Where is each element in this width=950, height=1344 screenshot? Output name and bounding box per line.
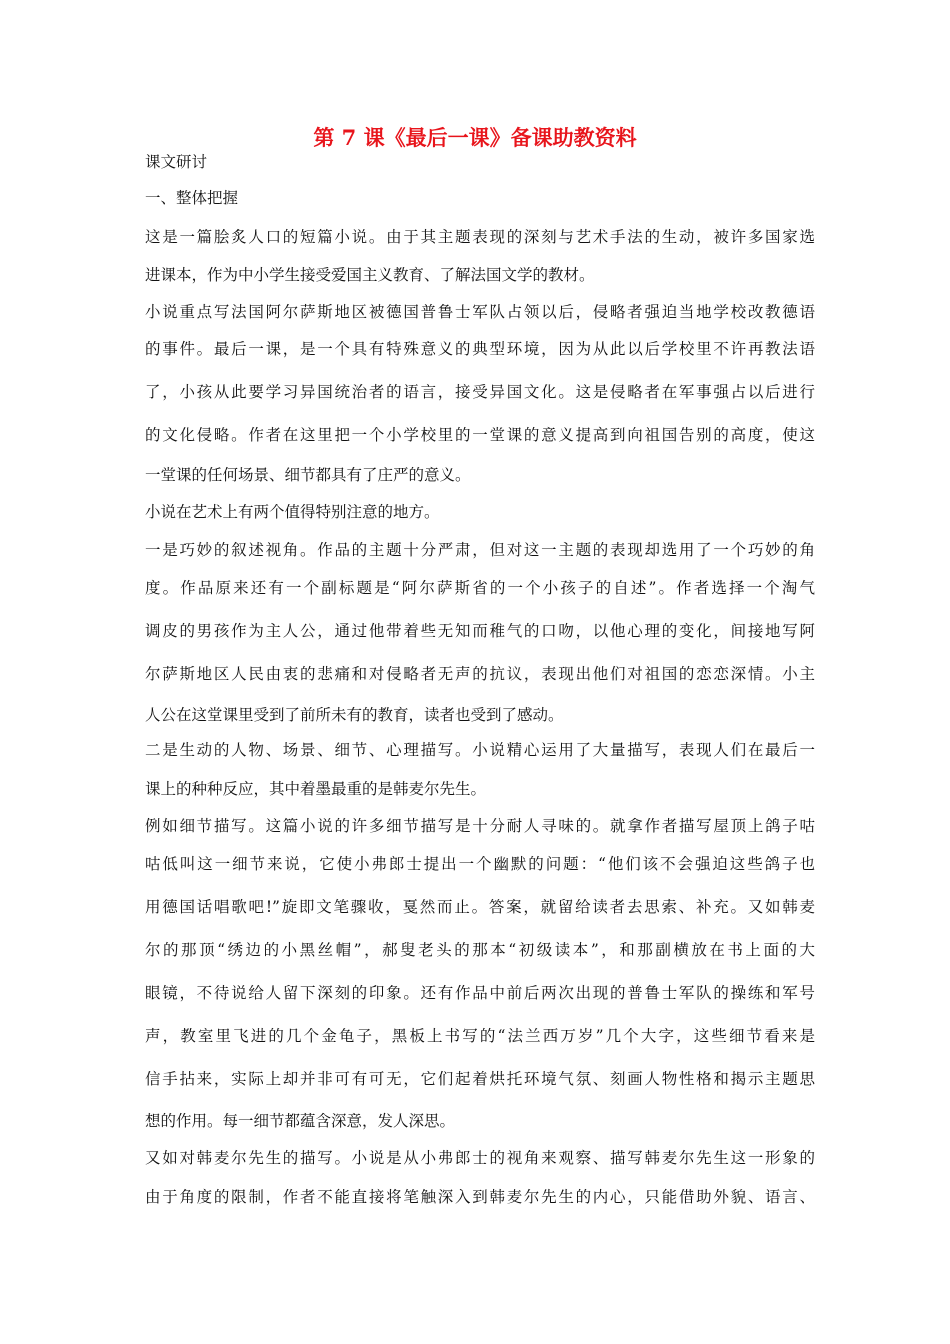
paragraph-4-line-4: 尔萨斯地区人民由衷的悲痛和对侵略者无声的抗议，表现出他们对祖国的恋恋深情。小主 — [145, 665, 815, 683]
paragraph-2-line-3: 了，小孩从此要学习异国统治者的语言，接受异国文化。这是侵略者在军事强占以后进行 — [145, 383, 815, 401]
paragraph-3-line-1: 小说在艺术上有两个值得特别注意的地方。 — [145, 503, 440, 521]
paragraph-1-line-1: 这是一篇脍炙人口的短篇小说。由于其主题表现的深刻与艺术手法的生动，被许多国家选 — [145, 228, 815, 246]
paragraph-2-line-1: 小说重点写法国阿尔萨斯地区被德国普鲁士军队占领以后，侵略者强迫当地学校改教德语 — [145, 303, 815, 321]
paragraph-5-line-2: 课上的种种反应，其中着墨最重的是韩麦尔先生。 — [145, 780, 487, 798]
paragraph-4-line-5: 人公在这堂课里受到了前所未有的教育，读者也受到了感动。 — [145, 706, 564, 724]
paragraph-6-line-3: 用德国话唱歌吧!”旋即文笔骤收，戛然而止。答案，就留给读者去思索、补充。又如韩麦 — [145, 898, 815, 916]
paragraph-2-line-5: 一堂课的任何场景、细节都具有了庄严的意义。 — [145, 466, 471, 484]
paragraph-4-line-1: 一是巧妙的叙述视角。作品的主题十分严肃，但对这一主题的表现却选用了一个巧妙的角 — [145, 541, 815, 559]
paragraph-7-line-1: 又如对韩麦尔先生的描写。小说是从小弗郎士的视角来观察、描写韩麦尔先生这一形象的 — [145, 1149, 815, 1167]
paragraph-6-line-2: 咕低叫这一细节来说，它使小弗郎士提出一个幽默的问题：“他们该不会强迫这些鸽子也 — [145, 855, 815, 873]
paragraph-6-line-8: 想的作用。每一细节都蕴含深意，发人深思。 — [145, 1112, 456, 1130]
paragraph-6-line-7: 信手拈来，实际上却并非可有可无，它们起着烘托环境气氛、刻画人物性格和揭示主题思 — [145, 1070, 815, 1088]
paragraph-7-line-2: 由于角度的限制，作者不能直接将笔触深入到韩麦尔先生的内心，只能借助外貌、语言、 — [145, 1188, 815, 1206]
paragraph-6-line-4: 尔的那顶“绣边的小黑丝帽”，郝叟老头的那本“初级读本”，和那副横放在书上面的大 — [145, 941, 815, 959]
paragraph-4-line-3: 调皮的男孩作为主人公，通过他带着些无知而稚气的口吻，以他心理的变化，间接地写阿 — [145, 622, 815, 640]
page-title: 第 7 课《最后一课》备课助教资料 — [313, 125, 637, 150]
paragraph-4-line-2: 度。作品原来还有一个副标题是“阿尔萨斯省的一个小孩子的自述”。作者选择一个淘气 — [145, 579, 815, 597]
subheading: 一、整体把握 — [145, 189, 239, 207]
paragraph-2-line-4: 的文化侵略。作者在这里把一个小学校里的一堂课的意义提高到向祖国告别的高度，使这 — [145, 426, 815, 444]
paragraph-5-line-1: 二是生动的人物、场景、细节、心理描写。小说精心运用了大量描写，表现人们在最后一 — [145, 741, 815, 759]
paragraph-1-line-2: 进课本，作为中小学生接受爱国主义教育、了解法国文学的教材。 — [145, 266, 595, 284]
paragraph-2-line-2: 的事件。最后一课，是一个具有特殊意义的典型环境，因为从此以后学校里不许再教法语 — [145, 340, 815, 358]
section-heading: 课文研讨 — [145, 153, 208, 171]
paragraph-6-line-6: 声，教室里飞进的几个金龟子，黑板上书写的“法兰西万岁”几个大字，这些细节看来是 — [145, 1027, 815, 1045]
paragraph-6-line-1: 例如细节描写。这篇小说的许多细节描写是十分耐人寻味的。就拿作者描写屋顶上鸽子咕 — [145, 817, 815, 835]
paragraph-6-line-5: 眼镜，不待说给人留下深刻的印象。还有作品中前后两次出现的普鲁士军队的操练和军号 — [145, 984, 815, 1002]
